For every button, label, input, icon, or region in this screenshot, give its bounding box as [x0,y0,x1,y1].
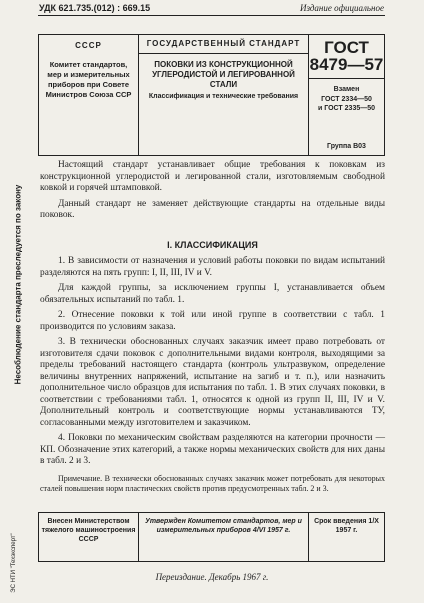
top-divider [38,15,385,16]
paragraph-2: 2. Отнесение поковки к той или иной группе в соответствии с табл. 1 производится по условиям заказа. [40,310,385,332]
document-body [40,160,385,494]
group-code: Группа В03 [327,143,366,150]
paragraph-note-existing: Данный стандарт не заменяет действующие стандарты на отдельные виды поковок. [40,198,385,220]
paragraph-1-continued: Для каждой группы, за исключением группы I, устанавливается объем обязательных испытаний по табл. 1. [40,283,385,305]
gost-block [309,35,384,155]
reprint-note: Переиздание. Декабрь 1967 г. [155,572,269,582]
approved-by: Утвержден Комитетом стандартов, мер и измерительных приборов 4/VI 1957 г. [139,513,309,561]
gost-label: ГОСТ [324,38,369,57]
edition-label: Издание официальное [299,3,384,13]
standard-header [38,34,385,156]
paragraph-4: 4. Поковки по механическим свойствам разделяются на категории прочности — КП. Обозначение этих категорий, а также нормы механических свойств для них даны в табл. 2 и 3. [40,433,385,466]
approval-footer [38,512,385,562]
standard-title: ПОКОВКИ ИЗ КОНСТРУКЦИОННОЙ УГЛЕРОДИСТОЙ И ЛЕГИРОВАННОЙ СТАЛИ [152,60,295,89]
replaces-label: Взамен [333,86,360,93]
issuer-block [39,35,139,155]
replaces-line-2: и ГОСТ 2335—50 [317,105,376,112]
committee-name: Комитет стандартов, мер и измерительных приборов при Совете Министров Союза ССР [45,60,132,99]
legal-side-note: Несоблюдение стандарта преследуется по закону [13,184,23,385]
standard-label: ГОСУДАРСТВЕННЫЙ СТАНДАРТ [139,35,308,54]
replaces-line-1: ГОСТ 2334—50 [321,96,372,103]
footnote: Примечание. В технически обоснованных случаях заказчик может потребовать для некоторых сталей повышения норм пластических свойств против предусмотренных табл. 2 и 3. [40,473,385,493]
title-block [139,35,309,155]
section-title: I. КЛАССИФИКАЦИЯ [167,239,258,250]
paragraph-1: 1. В зависимости от назначения и условий работы поковки по видам испытаний разделяются на пять групп: I, II, III, IV и V. [40,256,385,278]
submitted-by: Внесен Министерством тяжелого машиностроения СССР [39,513,139,561]
paragraph-scope: Настоящий стандарт устанавливает общие требования к поковкам из конструкционной углеродистой и легированной стали, изготовляемым свободной ковкой и горячей штамповкой. [40,160,385,193]
gost-number: 8479—57 [309,56,384,79]
paragraph-3: 3. В технически обоснованных случаях заказчик имеет право потребовать от изготовителя сдачи поковок с дополнительными видами контроля, выходящими за пределы требований настоящего стандарта (контроль ультразвуком, определение величины внутренних напряжений, испытание на загиб и т. п.), или назначить дополнительное число образцов для испытания по табл. 1. В этих случаях поковки, в соответствии с требованиями табл. 1, относятся к одной из групп II, III, IV и V. Дополнительный контроль и соответствующие нормы устанавливаются ТУ, согласованными между изготовителем и заказчиком. [40,337,385,428]
publisher-stamp: ЭС НТИ "Техэксперт" [11,533,17,593]
udk-code: УДК 621.735.(012) : 669.15 [39,3,151,13]
country-label: СССР [75,41,102,50]
standard-subtitle: Классификация и технические требования [148,93,299,100]
effective-date: Срок введения 1/X 1957 г. [314,518,379,534]
